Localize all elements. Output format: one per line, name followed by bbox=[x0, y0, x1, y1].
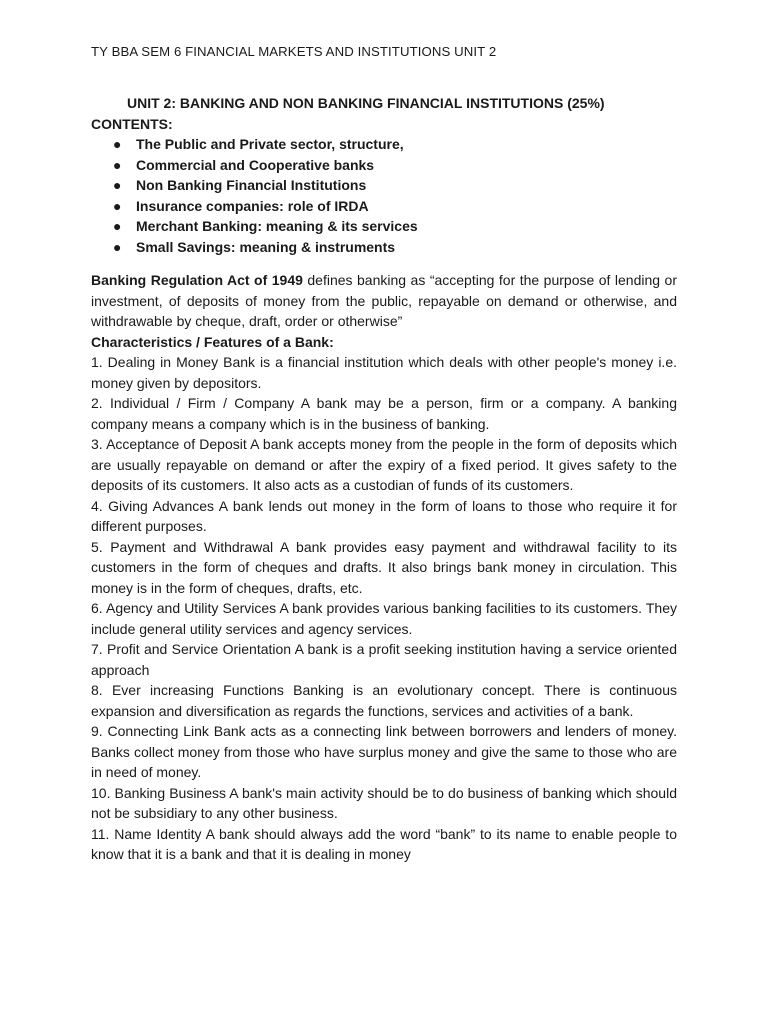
list-item bbox=[91, 134, 677, 155]
definition-paragraph bbox=[91, 270, 677, 332]
characteristic-item: 8. Ever increasing Functions Banking is an evolutionary concept. There is continuous expansion and diversification as regards the functions, services and activities of a bank. bbox=[91, 682, 677, 719]
bullet-icon: ● bbox=[113, 177, 122, 193]
list-item-text: Insurance companies: role of IRDA bbox=[136, 197, 369, 214]
definition-text: defines banking as “accepting for the purpose of lending or investment, of deposits of money from the public, repayable on demand or otherwise, and withdrawable by cheque, draft, order or otherwise” bbox=[91, 272, 677, 329]
section-heading: Characteristics / Features of a Bank: bbox=[91, 333, 334, 350]
list-item bbox=[91, 196, 677, 217]
characteristic-item: 6. Agency and Utility Services A bank provides various banking facilities to its customers. They include general utility services and agency services. bbox=[91, 600, 677, 637]
characteristic-item: 3. Acceptance of Deposit A bank accepts money from the people in the form of deposits which are usually repayable on demand or after the expiry of a fixed period. It gives safety to the deposits of its customers. It also acts as a custodian of funds of its customers. bbox=[91, 436, 677, 493]
act-name: Banking Regulation Act of 1949 bbox=[91, 272, 303, 288]
contents-label: CONTENTS: bbox=[91, 115, 173, 132]
list-item bbox=[91, 216, 677, 237]
list-item-text: Non Banking Financial Institutions bbox=[136, 177, 367, 193]
list-item-text: Commercial and Cooperative banks bbox=[136, 156, 375, 173]
bullet-icon: ● bbox=[113, 197, 122, 214]
bullet-icon: ● bbox=[113, 218, 122, 234]
characteristic-item: 2. Individual / Firm / Company A bank may be a person, firm or a company. A banking company means a company which is in the business of banking. bbox=[91, 395, 677, 432]
bullet-icon: ● bbox=[113, 156, 122, 173]
characteristic-item: 4. Giving Advances A bank lends out money in the form of loans to those who require it for different purposes. bbox=[91, 497, 677, 534]
unit-title: UNIT 2: BANKING AND NON BANKING FINANCIAL INSTITUTIONS (25%) bbox=[127, 95, 605, 111]
list-item-text: Small Savings: meaning & instruments bbox=[136, 238, 396, 255]
list-item bbox=[91, 237, 677, 258]
characteristic-item: 9. Connecting Link Bank acts as a connecting link between borrowers and lenders of money. Banks collect money from those who have surplus money and give the same to those who are in need of money. bbox=[91, 723, 677, 780]
list-item bbox=[91, 175, 677, 196]
list-item-text: Merchant Banking: meaning & its services bbox=[136, 218, 418, 234]
contents-list bbox=[91, 134, 677, 257]
characteristic-item: 11. Name Identity A bank should always add the word “bank” to its name to enable people to know that it is a bank and that it is dealing in money bbox=[91, 825, 677, 862]
characteristic-item: 7. Profit and Service Orientation A bank is a profit seeking institution having a service oriented approach bbox=[91, 641, 677, 678]
list-item-text: The Public and Private sector, structure, bbox=[136, 136, 404, 152]
running-head: TY BBA SEM 6 FINANCIAL MARKETS AND INSTITUTIONS UNIT 2 bbox=[91, 44, 497, 59]
list-item bbox=[91, 155, 677, 176]
document-body bbox=[91, 93, 677, 865]
characteristic-item: 10. Banking Business A bank's main activity should be to do business of banking which should not be subsidiary to any other business. bbox=[91, 784, 677, 821]
characteristic-item: 5. Payment and Withdrawal A bank provides easy payment and withdrawal facility to its customers in the form of cheques and drafts. It also brings bank money in circulation. This money is in the form of cheques, drafts, etc. bbox=[91, 538, 677, 596]
spacer bbox=[91, 257, 677, 270]
bullet-icon: ● bbox=[113, 238, 122, 255]
bullet-icon: ● bbox=[113, 136, 122, 152]
characteristic-item: 1. Dealing in Money Bank is a financial institution which deals with other people's money i.e. money given by depositors. bbox=[91, 354, 677, 391]
